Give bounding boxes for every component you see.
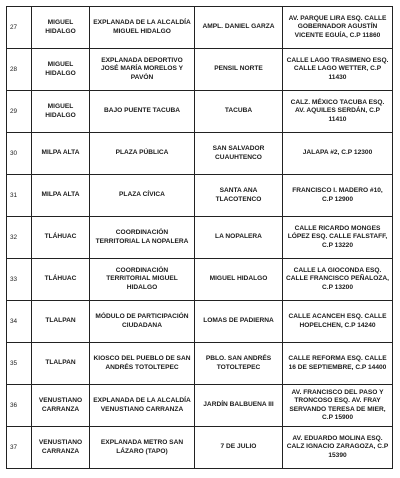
address-cell: CALZ. MÉXICO TACUBA ESQ. AV. AQUILES SERDÁN, C.P 11410 — [283, 91, 393, 133]
colonia-cell: SAN SALVADOR CUAUHTENCO — [195, 133, 283, 175]
row-number: 30 — [7, 133, 32, 175]
alcaldia-cell: MIGUEL HIDALGO — [32, 49, 90, 91]
alcaldia-cell: MIGUEL HIDALGO — [32, 7, 90, 49]
alcaldia-cell: TLALPAN — [32, 301, 90, 343]
address-cell: CALLE ACANCEH ESQ. CALLE HOPELCHEN, C.P 14240 — [283, 301, 393, 343]
place-cell: EXPLANADA DE LA ALCALDÍA MIGUEL HIDALGO — [90, 7, 195, 49]
table-body — [7, 7, 393, 469]
place-cell: EXPLANADA METRO SAN LÁZARO (TAPO) — [90, 427, 195, 469]
place-cell: COORDINACIÓN TERRITORIAL LA NOPALERA — [90, 217, 195, 259]
place-cell: EXPLANADA DEPORTIVO JOSÉ MARÍA MORELOS Y PAVÓN — [90, 49, 195, 91]
address-cell: CALLE REFORMA ESQ. CALLE 16 DE SEPTIEMBRE, C.P 14400 — [283, 343, 393, 385]
colonia-cell: PBLO. SAN ANDRÉS TOTOLTEPEC — [195, 343, 283, 385]
address-cell: AV. PARQUE LIRA ESQ. CALLE GOBERNADOR AGUSTÍN VICENTE EGUÍA, C.P 11860 — [283, 7, 393, 49]
colonia-cell: PENSIL NORTE — [195, 49, 283, 91]
alcaldia-cell: VENUSTIANO CARRANZA — [32, 427, 90, 469]
alcaldia-cell: TLÁHUAC — [32, 259, 90, 301]
place-cell: KIOSCO DEL PUEBLO DE SAN ANDRÉS TOTOLTEPEC — [90, 343, 195, 385]
alcaldia-cell: MIGUEL HIDALGO — [32, 91, 90, 133]
colonia-cell: 7 DE JULIO — [195, 427, 283, 469]
table-row — [7, 133, 393, 175]
row-number: 34 — [7, 301, 32, 343]
locations-table-wrapper — [6, 6, 393, 469]
colonia-cell: JARDÍN BALBUENA III — [195, 385, 283, 427]
place-cell: EXPLANADA DE LA ALCALDÍA VENUSTIANO CARRANZA — [90, 385, 195, 427]
alcaldia-cell: MILPA ALTA — [32, 133, 90, 175]
table-row — [7, 49, 393, 91]
table-row — [7, 175, 393, 217]
table-row — [7, 385, 393, 427]
colonia-cell: TACUBA — [195, 91, 283, 133]
colonia-cell: SANTA ANA TLACOTENCO — [195, 175, 283, 217]
table-row — [7, 301, 393, 343]
alcaldia-cell: VENUSTIANO CARRANZA — [32, 385, 90, 427]
colonia-cell: LOMAS DE PADIERNA — [195, 301, 283, 343]
place-cell: MÓDULO DE PARTICIPACIÓN CIUDADANA — [90, 301, 195, 343]
colonia-cell: MIGUEL HIDALGO — [195, 259, 283, 301]
alcaldia-cell: TLALPAN — [32, 343, 90, 385]
row-number: 32 — [7, 217, 32, 259]
row-number: 28 — [7, 49, 32, 91]
address-cell: AV. FRANCISCO DEL PASO Y TRONCOSO ESQ. AV. FRAY SERVANDO TERESA DE MIER, C.P 15900 — [283, 385, 393, 427]
address-cell: JALAPA #2, C.P 12300 — [283, 133, 393, 175]
address-cell: AV. EDUARDO MOLINA ESQ. CALZ IGNACIO ZARAGOZA, C.P 15390 — [283, 427, 393, 469]
table-row — [7, 343, 393, 385]
table-row — [7, 217, 393, 259]
row-number: 29 — [7, 91, 32, 133]
table-row — [7, 427, 393, 469]
address-cell: CALLE LA GIOCONDA ESQ. CALLE FRANCISCO PEÑALOZA, C.P 13200 — [283, 259, 393, 301]
table-row — [7, 91, 393, 133]
alcaldia-cell: TLÁHUAC — [32, 217, 90, 259]
row-number: 35 — [7, 343, 32, 385]
row-number: 36 — [7, 385, 32, 427]
locations-table — [6, 6, 393, 469]
row-number: 31 — [7, 175, 32, 217]
place-cell: COORDINACIÓN TERRITORIAL MIGUEL HIDALGO — [90, 259, 195, 301]
address-cell: CALLE LAGO TRASIMENO ESQ. CALLE LAGO WETTER, C.P 11430 — [283, 49, 393, 91]
table-row — [7, 259, 393, 301]
alcaldia-cell: MILPA ALTA — [32, 175, 90, 217]
colonia-cell: AMPL. DANIEL GARZA — [195, 7, 283, 49]
place-cell: PLAZA PÚBLICA — [90, 133, 195, 175]
row-number: 33 — [7, 259, 32, 301]
table-row — [7, 7, 393, 49]
place-cell: BAJO PUENTE TACUBA — [90, 91, 195, 133]
row-number: 27 — [7, 7, 32, 49]
address-cell: FRANCISCO I. MADERO #10, C.P 12900 — [283, 175, 393, 217]
place-cell: PLAZA CÍVICA — [90, 175, 195, 217]
address-cell: CALLE RICARDO MONGES LÓPEZ ESQ. CALLE FALSTAFF, C.P 13220 — [283, 217, 393, 259]
colonia-cell: LA NOPALERA — [195, 217, 283, 259]
row-number: 37 — [7, 427, 32, 469]
